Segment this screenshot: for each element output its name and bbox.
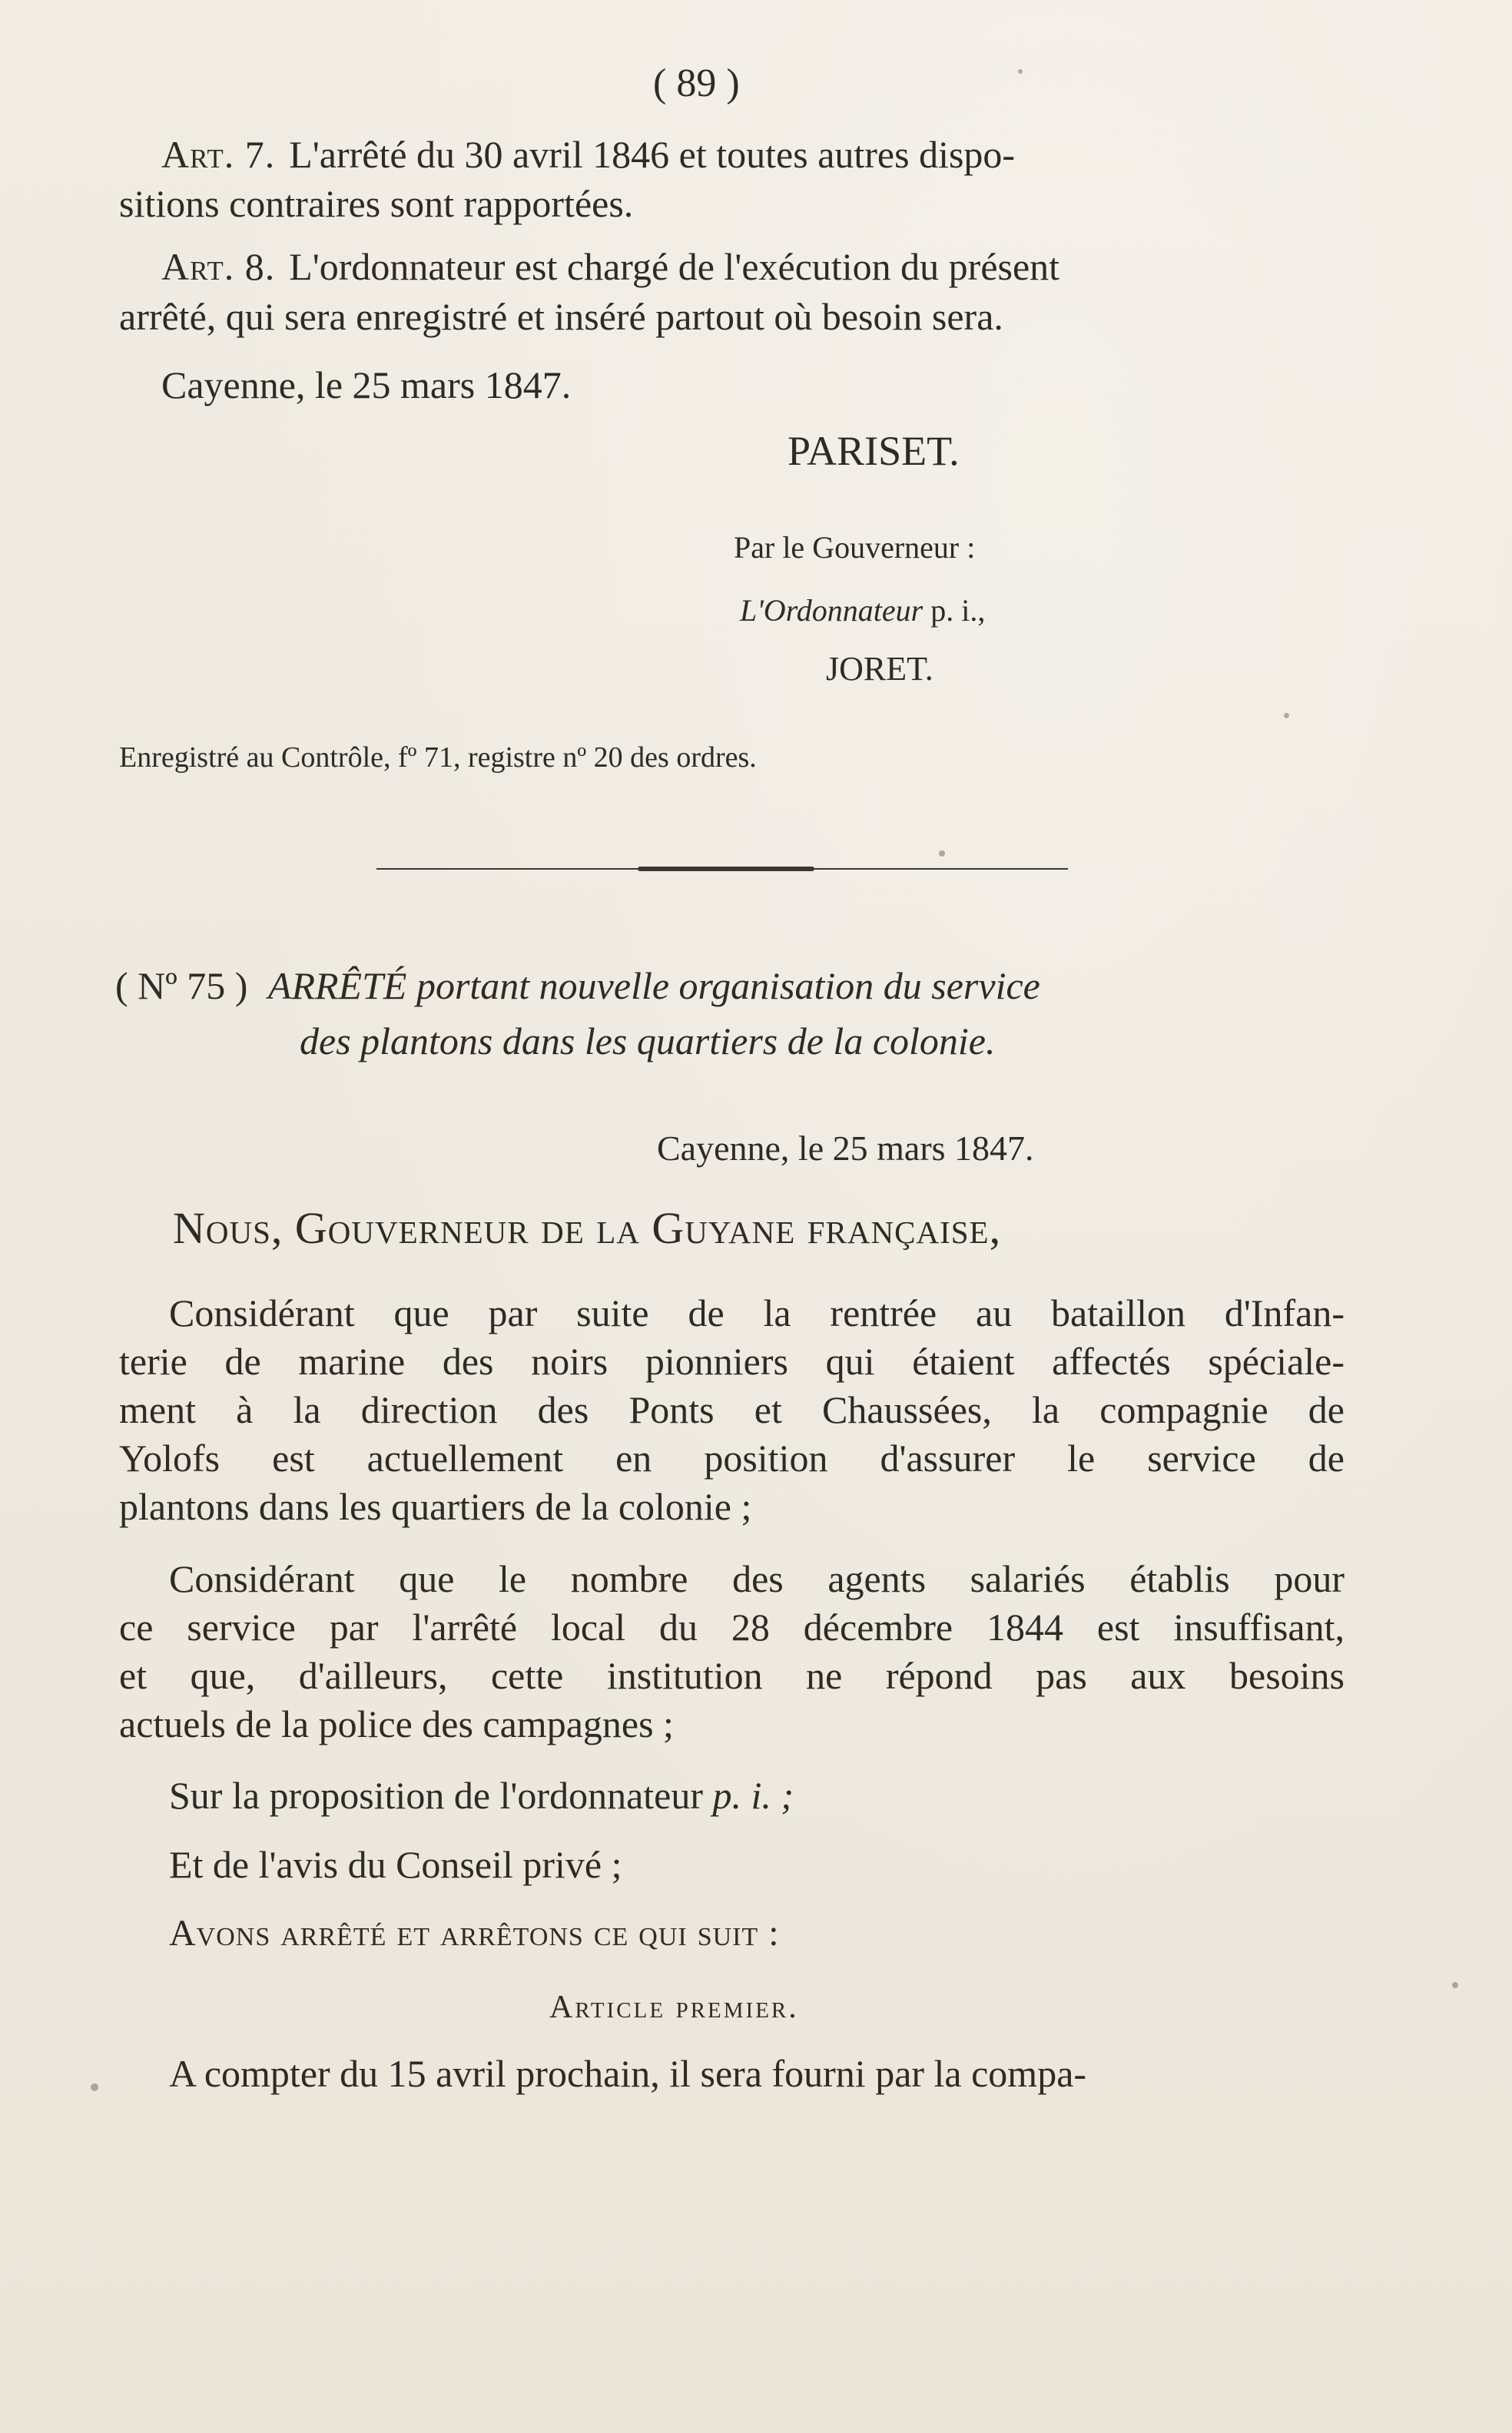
decree-title-line1 [115,962,1040,1009]
decree-title-line2: des plantons dans les quartiers de la colonie. [300,1019,996,1062]
article-first-line: A compter du 15 avril prochain, il sera fourni par la compa- [169,2052,1087,2095]
considerant1-line2: terie de marine des noirs pionniers qui étaient affectés spéciale- [119,1340,1345,1383]
considerant1-line4: Yolofs est actuellement en position d'assurer le service de [119,1437,1345,1480]
ordonnateur-suffix: p. i., [930,593,986,628]
considerant1-line3: ment à la direction des Ponts et Chaussées, la compagnie de [119,1388,1345,1431]
art7-label: Art. 7. [161,133,276,176]
art8-line1 [161,243,1345,290]
art7-line1 [161,131,1345,178]
considerant2-line4: actuels de la police des campagnes ; [119,1702,674,1745]
considerant2-line2: ce service par l'arrêté local du 28 décembre 1844 est insuffisant, [119,1606,1345,1649]
decree-title-text: ARRÊTÉ portant nouvelle organisation du service [267,964,1040,1007]
considerant1-line5: plantons dans les quartiers de la colonie ; [119,1485,752,1528]
ordonnateur-title: L'Ordonnateur [740,593,923,628]
separator-rule-center [638,867,814,871]
date-line: Cayenne, le 25 mars 1847. [161,363,572,406]
art7-line2: sitions contraires sont rapportées. [119,182,634,225]
art8-line2: arrêté, qui sera enregistré et inséré partout où besoin sera. [119,295,1003,338]
proposition-text: Sur la proposition de l'ordonnateur [169,1774,703,1817]
decree-number: ( Nº 75 ) [115,964,248,1007]
art8-label: Art. 8. [161,245,276,288]
registration-note: Enregistré au Contrôle, fº 71, registre nº 20 des ordres. [119,741,757,774]
proposition-suffix: p. i. ; [712,1774,794,1817]
avis-line: Et de l'avis du Conseil privé ; [169,1843,622,1886]
ordonnateur-line [740,587,985,635]
article-heading: Article premier. [549,1990,799,2025]
art8-text: L'ordonnateur est chargé de l'exécution du présent [289,245,1060,288]
decree-preamble: Nous, Gouverneur de la Guyane française, [173,1203,1002,1253]
avons-line: Avons arrêté et arrêtons ce qui suit : [169,1913,780,1954]
proposition-line [169,1772,794,1819]
considerant2-line3: et que, d'ailleurs, cette institution ne répond pas aux besoins [119,1654,1345,1697]
paper-speck [1452,1982,1458,1988]
signature-ordonnateur: JORET. [826,650,933,688]
paper-speck [1284,713,1289,718]
paper-speck [91,2083,98,2091]
considerant2-line1: Considérant que le nombre des agents salariés établis pour [169,1557,1345,1600]
considerant1-line1: Considérant que par suite de la rentrée au bataillon d'Infan- [169,1291,1345,1334]
paper-speck [939,850,945,857]
page-number: ( 89 ) [653,61,740,105]
signature-governor: PARISET. [788,428,960,474]
decree-date: Cayenne, le 25 mars 1847. [657,1129,1034,1168]
paper-speck [1018,69,1023,74]
par-le-gouverneur: Par le Gouverneur : [734,530,976,565]
art7-text: L'arrêté du 30 avril 1846 et toutes autres dispo- [289,133,1016,176]
